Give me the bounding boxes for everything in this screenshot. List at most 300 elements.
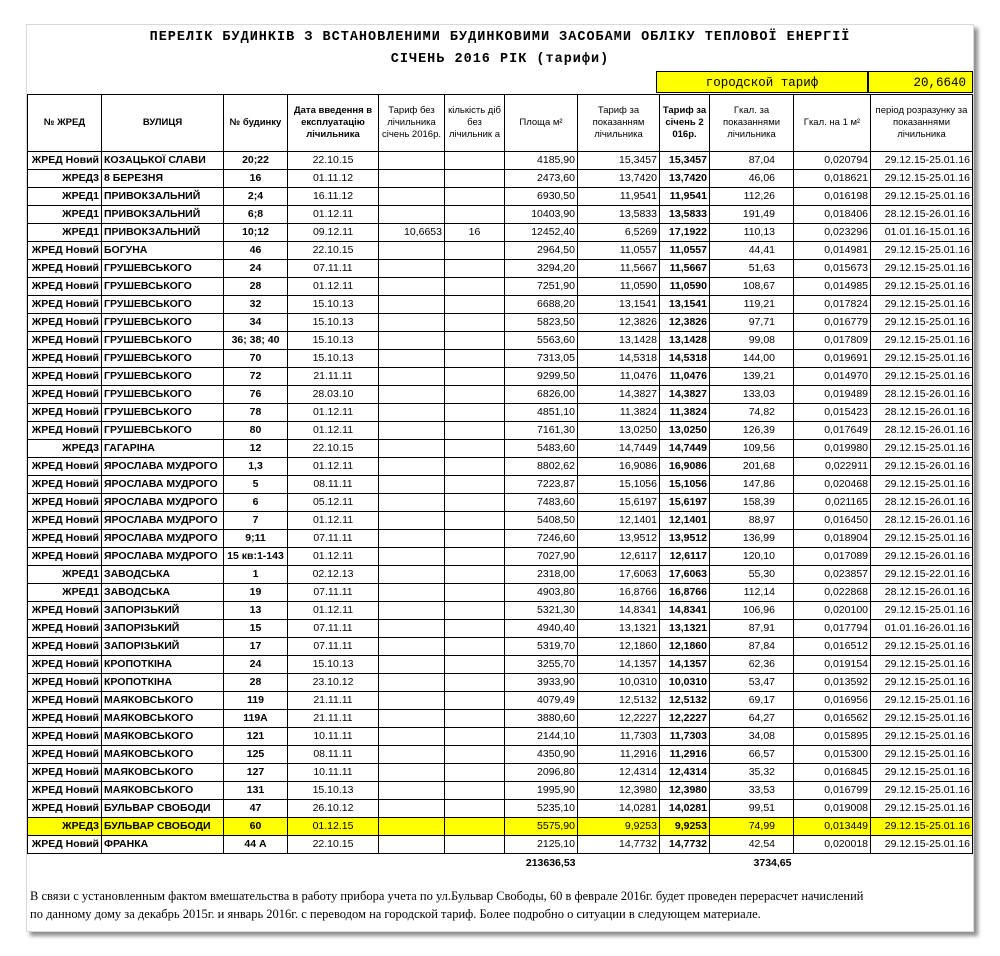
header-gcal-by-meter: Гкал. за показаннями лічильника xyxy=(710,95,794,152)
cell-gcal-per-m2: 0,016562 xyxy=(794,710,871,728)
cell-tariff-january: 13,1541 xyxy=(660,296,710,314)
cell-period: 28.12.15-26.01.16 xyxy=(871,386,973,404)
cell-gcal-per-m2: 0,013592 xyxy=(794,674,871,692)
cell-tariff-january: 14,0281 xyxy=(660,800,710,818)
table-body xyxy=(28,152,973,854)
cell-period: 29.12.15-25.01.16 xyxy=(871,242,973,260)
cell-tariff-january: 10,0310 xyxy=(660,674,710,692)
cell-street: МАЯКОВСЬКОГО xyxy=(102,764,224,782)
cell-install-date: 07.11.11 xyxy=(288,260,379,278)
cell-area: 7161,30 xyxy=(505,422,578,440)
cell-tariff-january: 11,0476 xyxy=(660,368,710,386)
cell-days-no-meter xyxy=(445,260,505,278)
cell-days-no-meter xyxy=(445,548,505,566)
cell-area: 4350,90 xyxy=(505,746,578,764)
cell-period: 29.12.15-25.01.16 xyxy=(871,260,973,278)
cell-install-date: 01.12.11 xyxy=(288,458,379,476)
cell-period: 29.12.15-25.01.16 xyxy=(871,692,973,710)
cell-gcal-per-m2: 0,020018 xyxy=(794,836,871,854)
cell-zhred: ЖРЕД Новий xyxy=(28,152,102,170)
cell-tariff-no-meter xyxy=(379,674,445,692)
cell-tariff-by-meter: 14,3827 xyxy=(578,386,660,404)
cell-gcal-per-m2: 0,021165 xyxy=(794,494,871,512)
cell-gcal-by-meter: 147,86 xyxy=(710,476,794,494)
table-row xyxy=(28,836,973,854)
buildings-table xyxy=(27,94,973,873)
cell-tariff-no-meter xyxy=(379,260,445,278)
cell-house-number: 70 xyxy=(224,350,288,368)
cell-tariff-no-meter xyxy=(379,206,445,224)
cell-gcal-by-meter: 35,32 xyxy=(710,764,794,782)
cell-tariff-no-meter xyxy=(379,710,445,728)
cell-tariff-by-meter: 11,0590 xyxy=(578,278,660,296)
cell-gcal-per-m2: 0,017649 xyxy=(794,422,871,440)
cell-days-no-meter xyxy=(445,458,505,476)
cell-street: КОЗАЦЬКОЇ СЛАВИ xyxy=(102,152,224,170)
cell-zhred: ЖРЕД Новий xyxy=(28,746,102,764)
cell-install-date: 08.11.11 xyxy=(288,476,379,494)
cell-tariff-january: 15,1056 xyxy=(660,476,710,494)
cell-gcal-per-m2: 0,018406 xyxy=(794,206,871,224)
cell-period: 29.12.15-25.01.16 xyxy=(871,656,973,674)
table-row xyxy=(28,710,973,728)
cell-tariff-by-meter: 13,1428 xyxy=(578,332,660,350)
cell-install-date: 22.10.15 xyxy=(288,836,379,854)
cell-days-no-meter xyxy=(445,584,505,602)
cell-gcal-by-meter: 99,51 xyxy=(710,800,794,818)
cell-street: ЯРОСЛАВА МУДРОГО xyxy=(102,458,224,476)
table-row xyxy=(28,512,973,530)
cell-area: 5408,50 xyxy=(505,512,578,530)
cell-install-date: 07.11.11 xyxy=(288,620,379,638)
cell-days-no-meter xyxy=(445,314,505,332)
cell-zhred: ЖРЕД Новий xyxy=(28,332,102,350)
cell-days-no-meter xyxy=(445,566,505,584)
cell-house-number: 16 xyxy=(224,170,288,188)
cell-zhred: ЖРЕД Новий xyxy=(28,692,102,710)
cell-tariff-january: 12,3826 xyxy=(660,314,710,332)
cell-house-number: 127 xyxy=(224,764,288,782)
cell-zhred: ЖРЕД Новий xyxy=(28,836,102,854)
cell-house-number: 72 xyxy=(224,368,288,386)
cell-gcal-per-m2: 0,015300 xyxy=(794,746,871,764)
cell-days-no-meter xyxy=(445,422,505,440)
table-row xyxy=(28,458,973,476)
cell-gcal-per-m2: 0,016779 xyxy=(794,314,871,332)
cell-area: 4185,90 xyxy=(505,152,578,170)
table-row xyxy=(28,170,973,188)
cell-tariff-by-meter: 6,5269 xyxy=(578,224,660,242)
cell-days-no-meter xyxy=(445,440,505,458)
cell-period: 29.12.15-25.01.16 xyxy=(871,782,973,800)
cell-install-date: 02.12.13 xyxy=(288,566,379,584)
cell-days-no-meter xyxy=(445,620,505,638)
cell-street: БУЛЬВАР СВОБОДИ xyxy=(102,818,224,836)
cell-gcal-by-meter: 106,96 xyxy=(710,602,794,620)
cell-area: 7251,90 xyxy=(505,278,578,296)
cell-zhred: ЖРЕД Новий xyxy=(28,368,102,386)
cell-tariff-by-meter: 12,2227 xyxy=(578,710,660,728)
cell-tariff-no-meter xyxy=(379,458,445,476)
cell-tariff-no-meter xyxy=(379,584,445,602)
cell-install-date: 21.11.11 xyxy=(288,710,379,728)
cell-period: 28.12.15-26.01.16 xyxy=(871,404,973,422)
cell-area: 1995,90 xyxy=(505,782,578,800)
footnote-line-1: В связи с установленным фактом вмешательства в работу прибора учета по ул.Бульвар Свободы, 60 в феврале 2016г. будет проведен перерасчет начислений xyxy=(30,889,864,903)
cell-tariff-no-meter xyxy=(379,692,445,710)
cell-tariff-january: 17,1922 xyxy=(660,224,710,242)
cell-gcal-per-m2: 0,017809 xyxy=(794,332,871,350)
cell-zhred: ЖРЕД1 xyxy=(28,584,102,602)
cell-gcal-per-m2: 0,016512 xyxy=(794,638,871,656)
cell-house-number: 125 xyxy=(224,746,288,764)
cell-house-number: 7 xyxy=(224,512,288,530)
cell-tariff-by-meter: 13,1321 xyxy=(578,620,660,638)
cell-house-number: 13 xyxy=(224,602,288,620)
cell-install-date: 07.11.11 xyxy=(288,638,379,656)
cell-area: 5235,10 xyxy=(505,800,578,818)
cell-gcal-per-m2: 0,017794 xyxy=(794,620,871,638)
cell-period: 28.12.15-26.01.16 xyxy=(871,512,973,530)
cell-house-number: 78 xyxy=(224,404,288,422)
cell-gcal-per-m2: 0,019008 xyxy=(794,800,871,818)
cell-gcal-per-m2: 0,015673 xyxy=(794,260,871,278)
cell-gcal-by-meter: 74,82 xyxy=(710,404,794,422)
cell-area: 2125,10 xyxy=(505,836,578,854)
cell-street: ЗАВОДСЬКА xyxy=(102,584,224,602)
cell-tariff-january: 14,1357 xyxy=(660,656,710,674)
header-period: період розразунку за показаннями лічильника xyxy=(871,95,973,152)
cell-days-no-meter xyxy=(445,368,505,386)
cell-install-date: 09.12.11 xyxy=(288,224,379,242)
cell-street: ГРУШЕВСЬКОГО xyxy=(102,368,224,386)
cell-days-no-meter xyxy=(445,494,505,512)
cell-install-date: 26.10.12 xyxy=(288,800,379,818)
cell-gcal-per-m2: 0,022868 xyxy=(794,584,871,602)
cell-days-no-meter xyxy=(445,242,505,260)
cell-period: 29.12.15-25.01.16 xyxy=(871,188,973,206)
cell-tariff-january: 13,0250 xyxy=(660,422,710,440)
cell-tariff-january: 15,3457 xyxy=(660,152,710,170)
table-row xyxy=(28,728,973,746)
cell-street: ГРУШЕВСЬКОГО xyxy=(102,260,224,278)
cell-tariff-by-meter: 13,7420 xyxy=(578,170,660,188)
cell-days-no-meter xyxy=(445,188,505,206)
cell-tariff-by-meter: 11,9541 xyxy=(578,188,660,206)
cell-install-date: 15.10.13 xyxy=(288,656,379,674)
city-tariff-label: городской тариф xyxy=(656,71,868,93)
cell-gcal-per-m2: 0,023296 xyxy=(794,224,871,242)
totals-row xyxy=(28,854,973,873)
cell-period: 29.12.15-25.01.16 xyxy=(871,332,973,350)
cell-house-number: 76 xyxy=(224,386,288,404)
cell-period: 29.12.15-25.01.16 xyxy=(871,350,973,368)
cell-gcal-by-meter: 99,08 xyxy=(710,332,794,350)
cell-tariff-by-meter: 14,7732 xyxy=(578,836,660,854)
cell-tariff-by-meter: 11,7303 xyxy=(578,728,660,746)
cell-period: 29.12.15-25.01.16 xyxy=(871,764,973,782)
cell-zhred: ЖРЕД Новий xyxy=(28,710,102,728)
cell-gcal-by-meter: 69,17 xyxy=(710,692,794,710)
cell-street: БУЛЬВАР СВОБОДИ xyxy=(102,800,224,818)
cell-tariff-january: 12,1860 xyxy=(660,638,710,656)
cell-gcal-by-meter: 144,00 xyxy=(710,350,794,368)
cell-gcal-by-meter: 139,21 xyxy=(710,368,794,386)
cell-tariff-by-meter: 12,3826 xyxy=(578,314,660,332)
cell-tariff-by-meter: 13,1541 xyxy=(578,296,660,314)
cell-tariff-no-meter xyxy=(379,152,445,170)
cell-house-number: 131 xyxy=(224,782,288,800)
cell-tariff-no-meter xyxy=(379,170,445,188)
cell-tariff-no-meter xyxy=(379,332,445,350)
cell-tariff-by-meter: 13,0250 xyxy=(578,422,660,440)
cell-period: 28.12.15-26.01.16 xyxy=(871,584,973,602)
cell-gcal-per-m2: 0,020468 xyxy=(794,476,871,494)
cell-house-number: 36; 38; 40 xyxy=(224,332,288,350)
cell-zhred: ЖРЕД Новий xyxy=(28,422,102,440)
cell-zhred: ЖРЕД Новий xyxy=(28,494,102,512)
cell-tariff-january: 14,7732 xyxy=(660,836,710,854)
cell-tariff-no-meter xyxy=(379,386,445,404)
cell-house-number: 1 xyxy=(224,566,288,584)
table-row xyxy=(28,620,973,638)
cell-period: 29.12.15-25.01.16 xyxy=(871,818,973,836)
cell-tariff-by-meter: 15,1056 xyxy=(578,476,660,494)
cell-street: ГАГАРІНА xyxy=(102,440,224,458)
cell-house-number: 9;11 xyxy=(224,530,288,548)
cell-house-number: 10;12 xyxy=(224,224,288,242)
table-row xyxy=(28,638,973,656)
cell-zhred: ЖРЕД1 xyxy=(28,566,102,584)
total-gcal: 3734,65 xyxy=(753,856,792,869)
cell-street: ФРАНКА xyxy=(102,836,224,854)
cell-area: 7483,60 xyxy=(505,494,578,512)
cell-install-date: 23.10.12 xyxy=(288,674,379,692)
cell-days-no-meter xyxy=(445,170,505,188)
cell-tariff-january: 12,3980 xyxy=(660,782,710,800)
cell-install-date: 15.10.13 xyxy=(288,332,379,350)
cell-tariff-by-meter: 9,9253 xyxy=(578,818,660,836)
cell-tariff-no-meter xyxy=(379,278,445,296)
cell-gcal-per-m2: 0,019489 xyxy=(794,386,871,404)
cell-zhred: ЖРЕД3 xyxy=(28,170,102,188)
cell-street: ГРУШЕВСЬКОГО xyxy=(102,314,224,332)
cell-tariff-no-meter xyxy=(379,368,445,386)
cell-install-date: 15.10.13 xyxy=(288,782,379,800)
cell-gcal-per-m2: 0,020794 xyxy=(794,152,871,170)
cell-tariff-by-meter: 15,6197 xyxy=(578,494,660,512)
cell-area: 5319,70 xyxy=(505,638,578,656)
table-row xyxy=(28,494,973,512)
header-house-number: № будинку xyxy=(224,95,288,152)
cell-zhred: ЖРЕД Новий xyxy=(28,620,102,638)
table-row xyxy=(28,674,973,692)
cell-gcal-by-meter: 66,57 xyxy=(710,746,794,764)
cell-days-no-meter xyxy=(445,512,505,530)
cell-gcal-by-meter: 191,49 xyxy=(710,206,794,224)
cell-gcal-per-m2: 0,019980 xyxy=(794,440,871,458)
cell-tariff-no-meter xyxy=(379,530,445,548)
cell-tariff-january: 11,9541 xyxy=(660,188,710,206)
cell-days-no-meter xyxy=(445,206,505,224)
cell-area: 4903,80 xyxy=(505,584,578,602)
table-row xyxy=(28,764,973,782)
cell-tariff-no-meter xyxy=(379,620,445,638)
cell-gcal-per-m2: 0,016956 xyxy=(794,692,871,710)
cell-gcal-by-meter: 53,47 xyxy=(710,674,794,692)
cell-install-date: 01.12.11 xyxy=(288,602,379,620)
cell-install-date: 22.10.15 xyxy=(288,152,379,170)
cell-days-no-meter xyxy=(445,386,505,404)
cell-tariff-january: 9,9253 xyxy=(660,818,710,836)
cell-area: 2144,10 xyxy=(505,728,578,746)
cell-tariff-by-meter: 14,8341 xyxy=(578,602,660,620)
cell-tariff-no-meter xyxy=(379,440,445,458)
cell-street: ГРУШЕВСЬКОГО xyxy=(102,386,224,404)
cell-house-number: 119 xyxy=(224,692,288,710)
cell-house-number: 6;8 xyxy=(224,206,288,224)
cell-area: 10403,90 xyxy=(505,206,578,224)
cell-tariff-by-meter: 12,1860 xyxy=(578,638,660,656)
cell-days-no-meter xyxy=(445,656,505,674)
cell-gcal-by-meter: 158,39 xyxy=(710,494,794,512)
cell-gcal-by-meter: 87,91 xyxy=(710,620,794,638)
cell-tariff-no-meter xyxy=(379,836,445,854)
table-row xyxy=(28,566,973,584)
cell-tariff-january: 14,3827 xyxy=(660,386,710,404)
cell-gcal-by-meter: 108,67 xyxy=(710,278,794,296)
cell-gcal-by-meter: 87,04 xyxy=(710,152,794,170)
cell-period: 29.12.15-25.01.16 xyxy=(871,314,973,332)
cell-tariff-by-meter: 13,5833 xyxy=(578,206,660,224)
table-row xyxy=(28,368,973,386)
cell-house-number: 47 xyxy=(224,800,288,818)
header-days-no-meter: кількість діб без лічильник а xyxy=(445,95,505,152)
cell-tariff-by-meter: 10,0310 xyxy=(578,674,660,692)
cell-zhred: ЖРЕД Новий xyxy=(28,674,102,692)
table-row xyxy=(28,278,973,296)
cell-period: 28.12.15-26.01.16 xyxy=(871,422,973,440)
cell-days-no-meter xyxy=(445,332,505,350)
cell-tariff-january: 16,8766 xyxy=(660,584,710,602)
cell-street: ГРУШЕВСЬКОГО xyxy=(102,296,224,314)
cell-gcal-by-meter: 136,99 xyxy=(710,530,794,548)
cell-street: ГРУШЕВСЬКОГО xyxy=(102,332,224,350)
cell-street: ГРУШЕВСЬКОГО xyxy=(102,350,224,368)
cell-zhred: ЖРЕД Новий xyxy=(28,656,102,674)
header-tariff-by-meter: Тариф за показанням лічильника xyxy=(578,95,660,152)
cell-area: 7027,90 xyxy=(505,548,578,566)
cell-gcal-per-m2: 0,015895 xyxy=(794,728,871,746)
cell-street: МАЯКОВСЬКОГО xyxy=(102,746,224,764)
cell-install-date: 28.03.10 xyxy=(288,386,379,404)
cell-tariff-by-meter: 12,1401 xyxy=(578,512,660,530)
cell-install-date: 01.11.12 xyxy=(288,170,379,188)
cell-install-date: 07.11.11 xyxy=(288,530,379,548)
cell-days-no-meter xyxy=(445,674,505,692)
cell-period: 29.12.15-25.01.16 xyxy=(871,800,973,818)
cell-tariff-by-meter: 13,9512 xyxy=(578,530,660,548)
cell-tariff-january: 14,7449 xyxy=(660,440,710,458)
cell-period: 29.12.15-25.01.16 xyxy=(871,674,973,692)
cell-period: 01.01.16-15.01.16 xyxy=(871,224,973,242)
cell-street: МАЯКОВСЬКОГО xyxy=(102,692,224,710)
cell-house-number: 6 xyxy=(224,494,288,512)
table-row xyxy=(28,242,973,260)
cell-tariff-january: 13,5833 xyxy=(660,206,710,224)
cell-tariff-january: 11,3824 xyxy=(660,404,710,422)
cell-install-date: 22.10.15 xyxy=(288,440,379,458)
cell-house-number: 119А xyxy=(224,710,288,728)
footnote-line-2: по данному дому за декабрь 2015г. и январь 2016г. с переводом на городской тариф. Более подробно о ситуации в следующем материале. xyxy=(30,907,761,921)
cell-install-date: 15.10.13 xyxy=(288,350,379,368)
cell-zhred: ЖРЕД Новий xyxy=(28,800,102,818)
cell-period: 29.12.15-25.01.16 xyxy=(871,476,973,494)
cell-tariff-by-meter: 17,6063 xyxy=(578,566,660,584)
cell-install-date: 01.12.11 xyxy=(288,404,379,422)
cell-house-number: 1,3 xyxy=(224,458,288,476)
cell-tariff-january: 11,7303 xyxy=(660,728,710,746)
cell-install-date: 15.10.13 xyxy=(288,314,379,332)
cell-period: 29.12.15-25.01.16 xyxy=(871,710,973,728)
header-row xyxy=(28,95,973,152)
cell-gcal-per-m2: 0,019691 xyxy=(794,350,871,368)
cell-tariff-by-meter: 14,0281 xyxy=(578,800,660,818)
cell-gcal-by-meter: 33,53 xyxy=(710,782,794,800)
cell-gcal-by-meter: 110,13 xyxy=(710,224,794,242)
cell-gcal-per-m2: 0,022911 xyxy=(794,458,871,476)
cell-area: 12452,40 xyxy=(505,224,578,242)
title-line-1: ПЕРЕЛІК БУДИНКІВ З ВСТАНОВЛЕНИМИ БУДИНКОВИМИ ЗАСОБАМИ ОБЛІКУ ТЕПЛОВОЇ ЕНЕРГІЇ xyxy=(149,30,851,45)
cell-house-number: 24 xyxy=(224,260,288,278)
cell-install-date: 10.11.11 xyxy=(288,764,379,782)
cell-days-no-meter xyxy=(445,692,505,710)
cell-house-number: 20;22 xyxy=(224,152,288,170)
cell-tariff-january: 16,9086 xyxy=(660,458,710,476)
cell-days-no-meter xyxy=(445,746,505,764)
cell-gcal-by-meter: 51,63 xyxy=(710,260,794,278)
cell-tariff-no-meter xyxy=(379,350,445,368)
cell-zhred: ЖРЕД Новий xyxy=(28,242,102,260)
cell-area: 4851,10 xyxy=(505,404,578,422)
cell-gcal-by-meter: 112,26 xyxy=(710,188,794,206)
table-row xyxy=(28,314,973,332)
cell-gcal-per-m2: 0,014981 xyxy=(794,242,871,260)
cell-street: КРОПОТКІНА xyxy=(102,674,224,692)
cell-street: 8 БЕРЕЗНЯ xyxy=(102,170,224,188)
cell-tariff-january: 11,2916 xyxy=(660,746,710,764)
table-row xyxy=(28,440,973,458)
cell-street: МАЯКОВСЬКОГО xyxy=(102,728,224,746)
cell-days-no-meter xyxy=(445,404,505,422)
cell-gcal-by-meter: 55,30 xyxy=(710,566,794,584)
cell-days-no-meter xyxy=(445,638,505,656)
cell-period: 01.01.16-26.01.16 xyxy=(871,620,973,638)
cell-house-number: 15 кв:1-143 xyxy=(224,548,288,566)
cell-street: КРОПОТКІНА xyxy=(102,656,224,674)
cell-area: 2473,60 xyxy=(505,170,578,188)
footnote xyxy=(30,887,970,923)
cell-house-number: 15 xyxy=(224,620,288,638)
table-row xyxy=(28,656,973,674)
cell-gcal-per-m2: 0,016799 xyxy=(794,782,871,800)
cell-zhred: ЖРЕД Новий xyxy=(28,458,102,476)
cell-tariff-january: 11,5667 xyxy=(660,260,710,278)
cell-days-no-meter xyxy=(445,818,505,836)
cell-zhred: ЖРЕД Новий xyxy=(28,278,102,296)
cell-street: МАЯКОВСЬКОГО xyxy=(102,782,224,800)
cell-tariff-no-meter xyxy=(379,296,445,314)
